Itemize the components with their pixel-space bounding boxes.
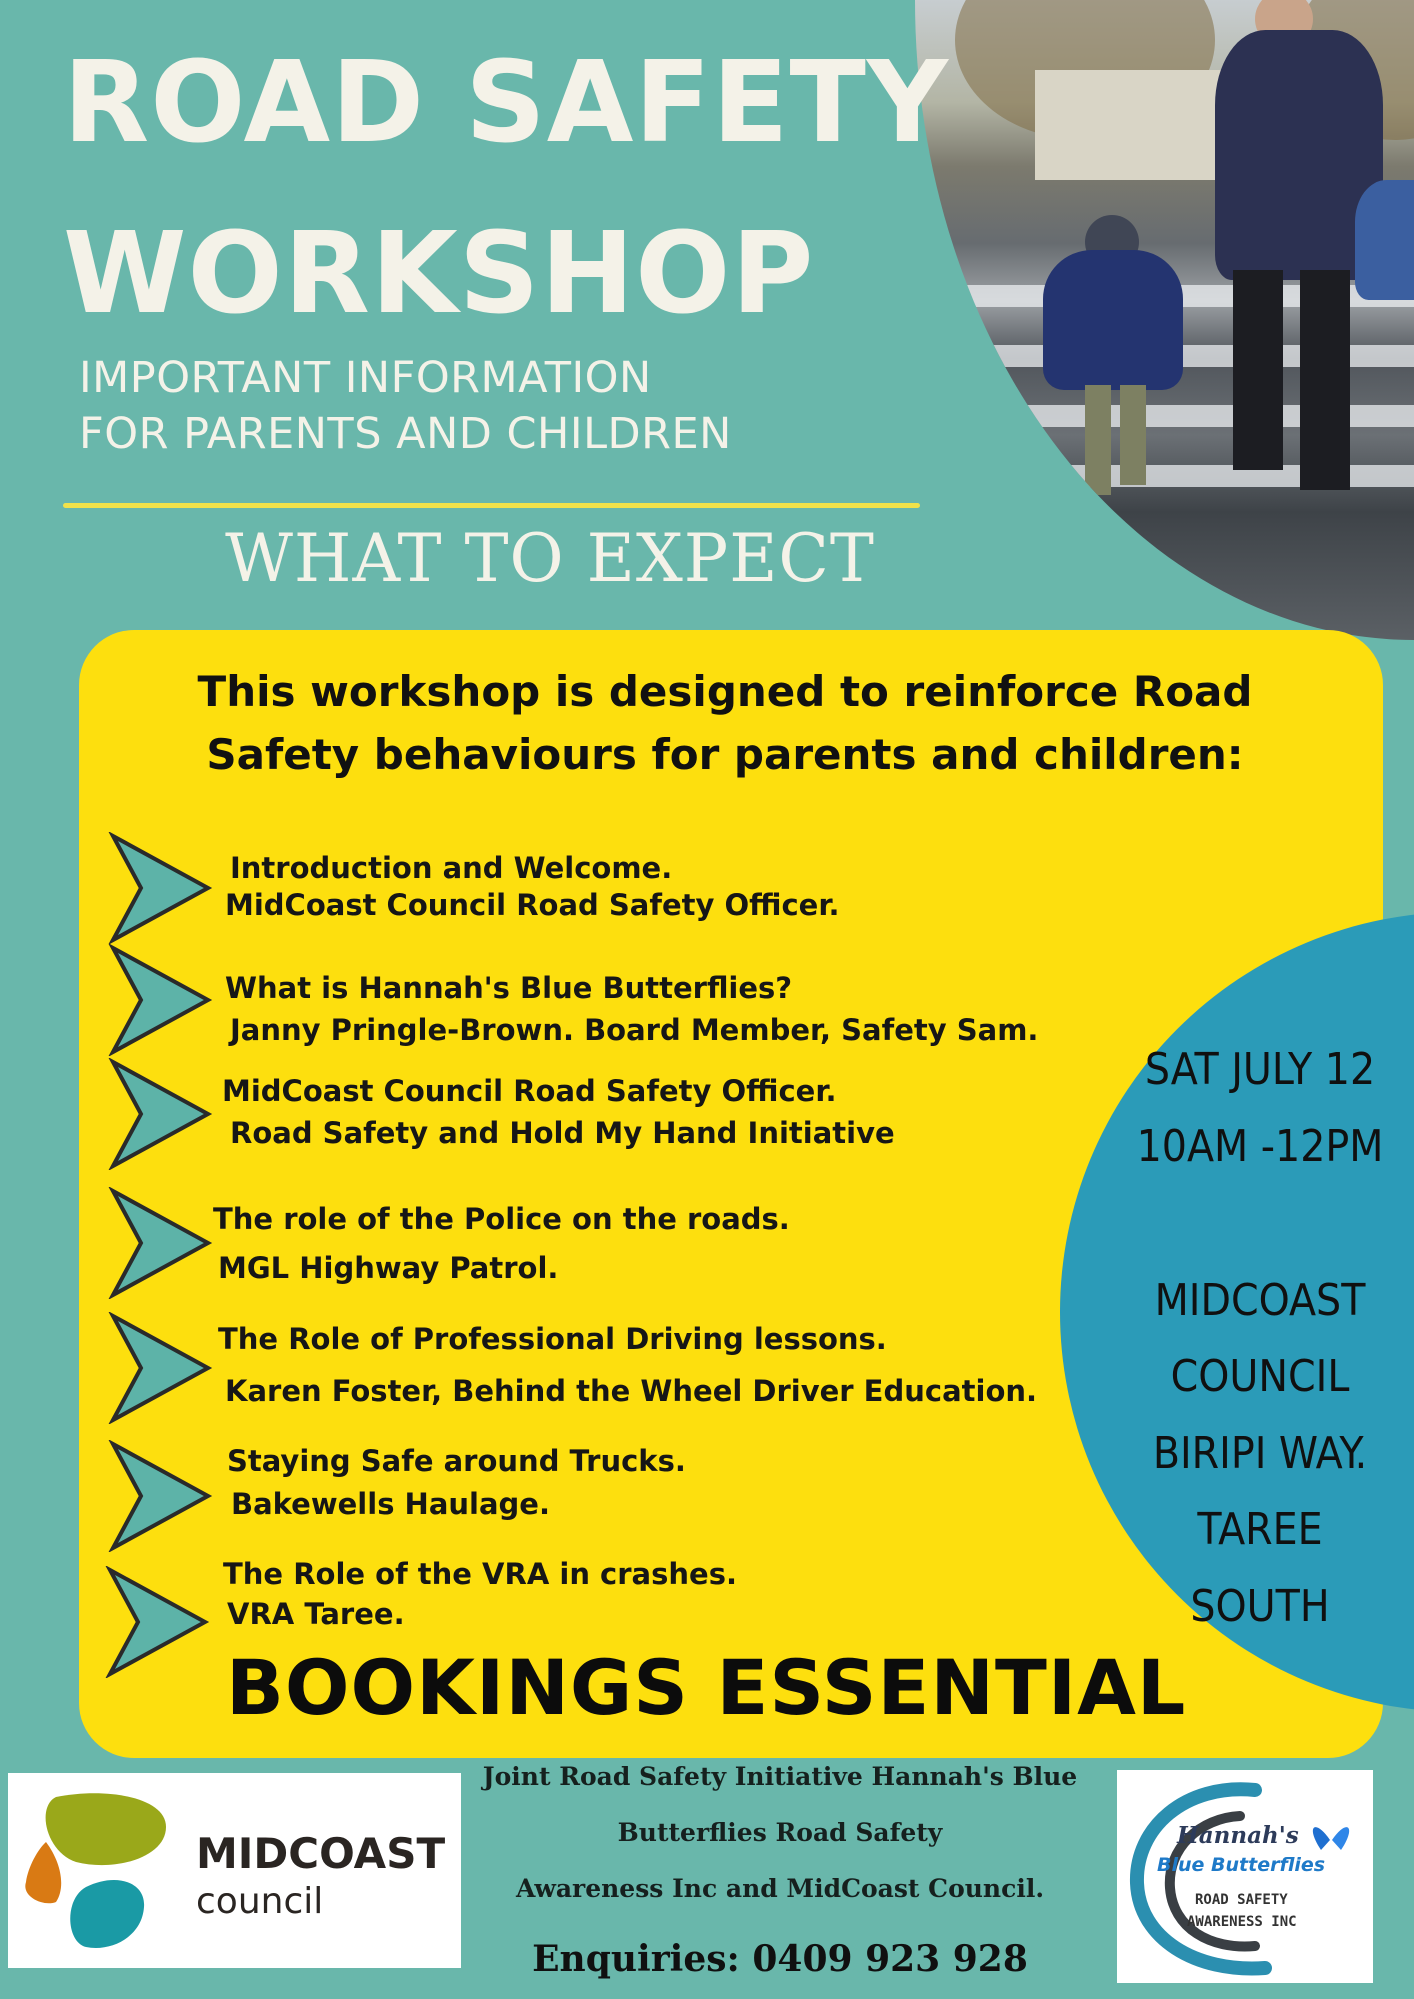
agenda-item-7-speaker: VRA Taree. [227,1597,405,1631]
agenda-item-4-title: The role of the Police on the roads. [213,1202,790,1236]
section-heading: WHAT TO EXPECT [225,520,875,597]
midcoast-council-logo [8,1773,461,1968]
agenda-item-1-speaker: MidCoast Council Road Safety Officer. [225,888,840,922]
enquiries-phone: Enquiries: 0409 923 928 [532,1938,1028,1980]
midcoast-leaf-icon [16,1787,176,1957]
intro-line-2: Safety behaviours for parents and children: [206,730,1244,779]
intro-line-1: This workshop is designed to reinforce Road [197,667,1253,716]
venue-line-1: MIDCOAST [1154,1275,1366,1326]
butterfly-icon [1313,1827,1349,1850]
event-date: SAT JULY 12 [1144,1044,1376,1095]
agenda-item-6-speaker: Bakewells Haulage. [231,1487,550,1521]
subtitle-line-1: IMPORTANT INFORMATION [79,353,652,403]
hannahs-logo-line-4: AWARENESS INC [1187,1914,1297,1930]
bookings-essential: BOOKINGS ESSENTIAL [226,1643,1187,1732]
agenda-item-7-title: The Role of the VRA in crashes. [223,1557,737,1591]
agenda-item-3-title: MidCoast Council Road Safety Officer. [222,1074,837,1108]
hannahs-blue-butterflies-logo [1117,1770,1373,1983]
arrow-icon [103,1440,213,1552]
venue-line-2: COUNCIL [1170,1351,1350,1402]
agenda-item-6-title: Staying Safe around Trucks. [227,1444,686,1478]
venue-line-3: BIRIPI WAY. [1152,1428,1368,1479]
venue-line-5: SOUTH [1190,1581,1330,1632]
arrow-icon [100,1566,210,1678]
footer-line-2: Butterflies Road Safety [617,1818,943,1847]
agenda-item-2-title: What is Hannah's Blue Butterflies? [225,971,793,1005]
agenda-item-3-speaker: Road Safety and Hold My Hand Initiative [230,1116,895,1150]
midcoast-logo-line-1: MIDCOAST [196,1829,446,1878]
intro-text [180,660,1270,786]
footer-line-1: Joint Road Safety Initiative Hannah's Blue [482,1762,1078,1791]
hannahs-logo-line-3: ROAD SAFETY [1195,1892,1288,1908]
arrow-icon [103,1058,213,1170]
agenda-item-5-title: The Role of Professional Driving lessons. [218,1322,887,1356]
event-time: 10AM -12PM [1136,1121,1384,1172]
agenda-item-2-speaker: Janny Pringle-Brown. Board Member, Safety Sam. [230,1013,1039,1047]
subtitle-line-2: FOR PARENTS AND CHILDREN [79,409,732,459]
arrow-icon [103,1187,213,1299]
divider [63,503,920,508]
hannahs-logo-line-1: Hannah's [1177,1822,1299,1849]
midcoast-logo-line-2: council [196,1881,324,1922]
venue-line-4: TAREE [1197,1504,1323,1555]
agenda-item-1-title: Introduction and Welcome. [230,851,673,885]
arrow-icon [103,832,213,944]
title-line-1: ROAD SAFETY [63,38,949,168]
agenda-item-5-speaker: Karen Foster, Behind the Wheel Driver Education. [225,1374,1038,1408]
arrow-icon [103,1312,213,1424]
hannahs-logo-line-2: Blue Butterflies [1157,1854,1326,1876]
logo-ring-icon [1125,1778,1365,1978]
arrow-icon [103,944,213,1056]
title-line-2: WORKSHOP [63,209,815,339]
agenda-item-4-speaker: MGL Highway Patrol. [218,1251,559,1285]
footer-line-3: Awareness Inc and MidCoast Council. [515,1874,1045,1903]
